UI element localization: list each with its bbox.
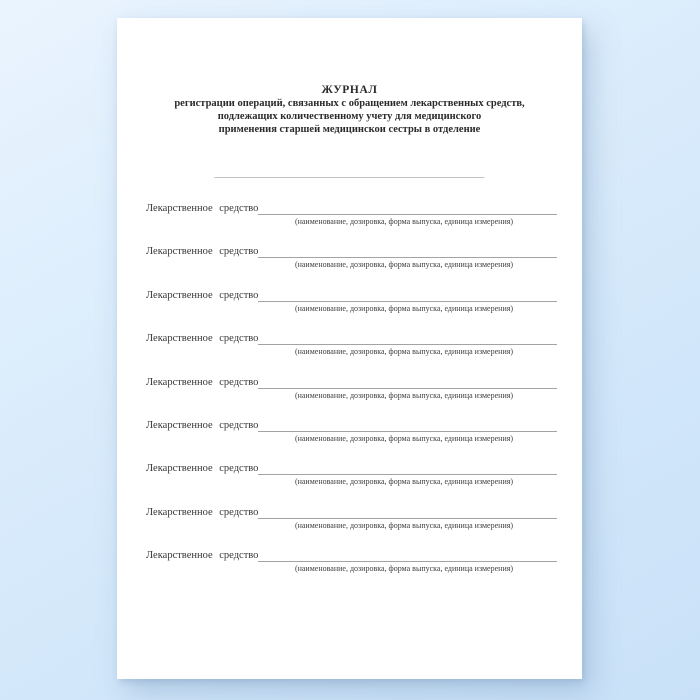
- drug-row-fill-in-line: [258, 464, 557, 475]
- drug-row: [146, 419, 557, 462]
- drug-row: [146, 245, 557, 288]
- drug-row-fill-in-line: [258, 291, 557, 302]
- drug-row-hint: (наименование, дозировка, форма выпуска, единица измерения): [294, 477, 514, 487]
- drug-row-label: Лекарственное средство: [146, 246, 259, 258]
- drug-row-label: Лекарственное средство: [146, 376, 259, 388]
- drug-row-line: [146, 245, 557, 258]
- drug-row-hint: (наименование, дозировка, форма выпуска, единица измерения): [294, 303, 514, 313]
- drug-row-fill-in-line: [258, 508, 557, 519]
- drug-row: [146, 462, 557, 505]
- drug-row-line: [146, 506, 557, 519]
- drug-row-line: [146, 289, 557, 302]
- journal-subtitle-line-3: применения старшей медицинскои сестры в отделение: [218, 124, 481, 135]
- drug-row-label: Лекарственное средство: [146, 463, 259, 475]
- drug-row-label: Лекарственное средство: [146, 333, 259, 345]
- document-title-block: [127, 83, 572, 136]
- drug-row-line: [146, 549, 557, 562]
- drug-row-hint: (наименование, дозировка, форма выпуска, единица измерения): [294, 390, 514, 400]
- drug-row-line: [146, 419, 557, 432]
- drug-row-line: [146, 332, 557, 345]
- drug-rows-list: [146, 202, 557, 593]
- drug-row-label: Лекарственное средство: [146, 506, 259, 518]
- drug-row-hint: (наименование, дозировка, форма выпуска, единица измерения): [294, 564, 514, 574]
- drug-row-hint: (наименование, дозировка, форма выпуска, единица измерения): [294, 347, 514, 357]
- journal-subtitle-line-2: подлежащих количественному учету для медицинского: [217, 111, 482, 122]
- drug-row-label: Лекарственное средство: [146, 550, 259, 562]
- drug-row-line: [146, 202, 557, 215]
- drug-row-hint: (наименование, дозировка, форма выпуска, единица измерения): [294, 260, 514, 270]
- drug-row-label: Лекарственное средство: [146, 289, 259, 301]
- drug-row-label: Лекарственное средство: [146, 419, 259, 431]
- drug-row: [146, 506, 557, 549]
- drug-row-fill-in-line: [258, 378, 557, 389]
- drug-row-fill-in-line: [258, 204, 557, 215]
- drug-row: [146, 376, 557, 419]
- drug-row-hint: (наименование, дозировка, форма выпуска, единица измерения): [294, 433, 514, 443]
- drug-row-hint: (наименование, дозировка, форма выпуска, единица измерения): [294, 217, 514, 226]
- drug-row-fill-in-line: [258, 551, 557, 562]
- drug-row-label: Лекарственное средство: [146, 203, 259, 214]
- drug-row-fill-in-line: [258, 334, 557, 345]
- drug-row-fill-in-line: [258, 421, 557, 432]
- journal-subtitle-line-1: регистрации операций, связанных с обращением лекарственных средств,: [174, 98, 525, 109]
- drug-row-hint: (наименование, дозировка, форма выпуска, единица измерения): [294, 520, 514, 530]
- department-fill-in-line: ______________________________________________________: [214, 168, 485, 179]
- document-page: [117, 18, 582, 679]
- journal-title: ЖУРНАЛ: [321, 84, 378, 96]
- drug-row: [146, 549, 557, 592]
- drug-row-line: [146, 376, 557, 389]
- drug-row: [146, 289, 557, 332]
- drug-row: [146, 332, 557, 375]
- drug-row-fill-in-line: [258, 247, 557, 258]
- drug-row-line: [146, 462, 557, 475]
- drug-row: [146, 202, 557, 245]
